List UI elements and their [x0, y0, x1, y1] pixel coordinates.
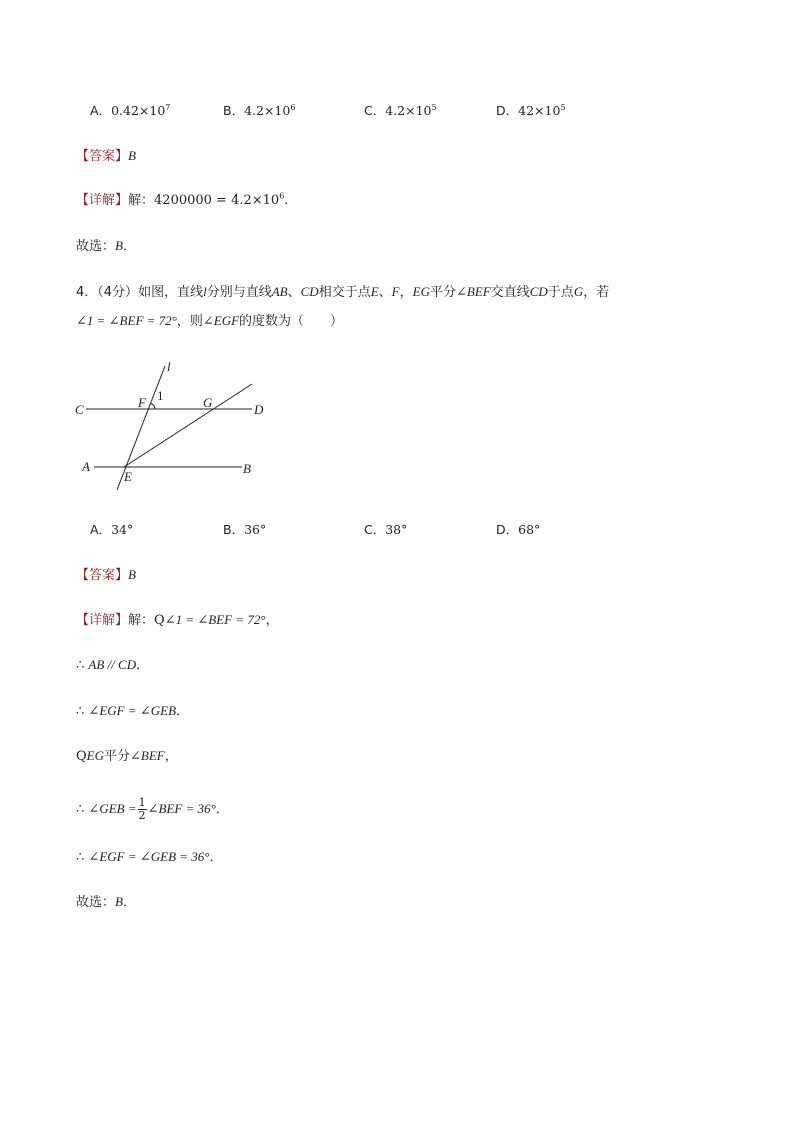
step-expr: ∠EGF = ∠GEB = 36° [88, 849, 210, 864]
step-end: ． [136, 658, 150, 673]
label-e: E [124, 469, 132, 484]
step-expr: ∠EGF = ∠GEB [88, 703, 177, 718]
option-exp: 5 [431, 102, 437, 112]
therefore-symbol: ∴ [76, 704, 85, 719]
stem-math: F [391, 284, 400, 299]
detail-prefix: 解： [128, 613, 155, 628]
choose-end: ． [122, 895, 136, 910]
detail-expr: 4200000 = 4.2×10 [154, 193, 280, 208]
step-expr: AB // CD [88, 657, 137, 672]
step-expr: ∠BEF [130, 748, 165, 763]
stem-math: E [370, 284, 379, 299]
question-score: （4分） [97, 285, 139, 300]
answer-value: B [128, 148, 136, 163]
angle-1-arc [150, 403, 155, 409]
option-label: D． [496, 103, 519, 118]
answer-tag: 【答案】 [76, 568, 129, 583]
stem-text: 分别与直线 [206, 285, 272, 300]
stem-text: 、 [287, 285, 301, 300]
detail-tag: 【详解】 [76, 613, 129, 628]
option-base: 42×10 [518, 103, 561, 118]
stem-text: 相交于点 [318, 285, 371, 300]
detail-tag: 【详解】 [76, 193, 129, 208]
q4-answer [76, 566, 136, 585]
option-value: 38° [385, 522, 408, 537]
q4-option-c [364, 521, 407, 539]
stem-math: EG [412, 284, 430, 299]
fraction [138, 797, 147, 822]
option-label: C． [364, 103, 386, 118]
option-label: D． [496, 522, 519, 537]
step-end: ， [164, 749, 178, 764]
step-end: ， [265, 613, 279, 628]
option-base: 4.2×10 [244, 103, 291, 118]
stem-math: l [203, 284, 207, 299]
choose-end: ． [122, 239, 136, 254]
detail-prefix: 解： [128, 193, 155, 208]
choose-value: B [115, 894, 123, 909]
label-g: G [203, 395, 213, 410]
fraction-numerator: 1 [138, 796, 146, 809]
option-base: 0.42×10 [111, 103, 166, 118]
option-value: 36° [244, 522, 267, 537]
stem-text: 的度数为（ ） [239, 314, 344, 329]
question-number: 4． [76, 285, 98, 300]
q4-step-1 [76, 611, 279, 630]
answer-value: B [128, 567, 136, 582]
option-exp: 6 [290, 102, 296, 112]
option-label: B． [223, 103, 245, 118]
step-text: 平分 [104, 749, 131, 764]
stem-text: 交直线 [490, 285, 530, 300]
choose-value: B [115, 238, 123, 253]
stem-math: ∠BEF [456, 284, 491, 299]
stem-math: G [573, 284, 584, 299]
stem-text: 、 [378, 285, 392, 300]
label-l: l [167, 359, 171, 374]
stem-math: CD [529, 284, 548, 299]
stem-text: 于点 [547, 285, 574, 300]
q4-step-5 [76, 796, 229, 823]
option-label: A． [90, 522, 112, 537]
choose-prefix: 故选： [76, 239, 116, 254]
option-value: 34° [111, 522, 134, 537]
option-base: 4.2×10 [385, 103, 432, 118]
choose-prefix: 故选： [76, 895, 116, 910]
step-end: ． [209, 850, 223, 865]
step-end: ． [176, 704, 190, 719]
step-expr: ∠BEF = 36° [147, 801, 216, 816]
option-value: 68° [518, 522, 541, 537]
option-exp: 7 [165, 102, 171, 112]
because-symbol: Q [154, 613, 165, 628]
step-expr: ∠GEB = [88, 801, 137, 816]
q4-option-b [223, 521, 266, 539]
q4-step-2 [76, 656, 149, 675]
option-exp: 5 [560, 102, 566, 112]
therefore-symbol: ∴ [76, 658, 85, 673]
step-end: ． [215, 802, 229, 817]
q4-step-3 [76, 702, 189, 721]
option-label: C． [364, 522, 386, 537]
detail-exp: 6 [279, 191, 285, 201]
therefore-symbol: ∴ [76, 850, 85, 865]
stem-text: 平分 [429, 285, 456, 300]
label-1: 1 [157, 388, 164, 403]
stem-text: ， [399, 285, 413, 300]
detail-end: ． [284, 193, 298, 208]
answer-tag: 【答案】 [76, 149, 129, 164]
stem-math: CD [300, 284, 319, 299]
step-expr: EG [86, 748, 105, 763]
stem-math: ∠EGF [202, 313, 240, 328]
label-f: F [138, 395, 146, 410]
label-a: A [82, 459, 90, 474]
label-c: C [75, 402, 84, 417]
stem-math: AB [271, 284, 288, 299]
fraction-denominator: 2 [138, 809, 146, 822]
label-d: D [254, 402, 264, 417]
stem-text: ，若 [583, 285, 610, 300]
stem-math: ∠1 = ∠BEF = 72° [76, 313, 177, 328]
stem-text: ，则 [176, 314, 203, 329]
q4-choose [76, 893, 136, 912]
option-label: B． [223, 522, 245, 537]
q4-step-4 [76, 747, 178, 766]
because-symbol: Q [76, 749, 87, 764]
q4-figure [0, 0, 794, 520]
option-label: A． [90, 103, 112, 118]
q4-option-a [90, 521, 133, 539]
q4-step-6 [76, 848, 223, 867]
step-expr: ∠1 = ∠BEF = 72° [164, 612, 266, 627]
q4-option-d [496, 521, 540, 539]
stem-text: 如图，直线 [138, 285, 204, 300]
therefore-symbol: ∴ [76, 802, 85, 817]
label-b: B [243, 461, 251, 476]
